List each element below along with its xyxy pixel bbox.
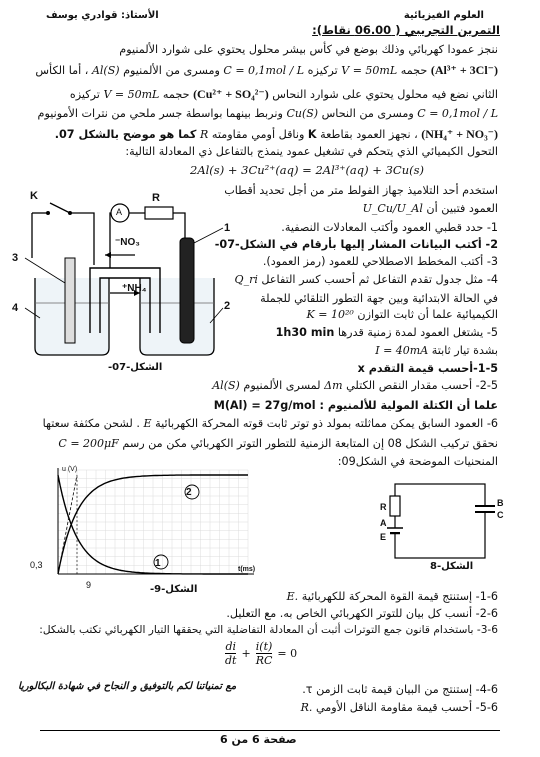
intro-l5b: K — [307, 128, 317, 141]
figure-07-label-2: 2 — [224, 300, 231, 312]
q4c-text: الكيميائية علما أن ثابت التوازن — [357, 308, 498, 321]
frac-i-rc — [256, 640, 273, 667]
intro-l5a: ، نجهز العمود بقاطعة — [320, 128, 418, 141]
question-5-1: 1-5-أحسب قيمة التقدم x — [357, 362, 498, 375]
p6-l1a: 6- العمود السابق يمكن مماثلته بمولد ذو توتر ثابت قوته المحركة الكهربائية — [155, 417, 498, 430]
q61-e: E. — [286, 590, 299, 603]
figure-09-curve-2-label: 2 — [186, 487, 192, 498]
intro-l3b: حجمه — [162, 88, 190, 101]
figure-08-b-label: B — [497, 498, 504, 508]
intro-l2a: حجمه — [400, 64, 428, 77]
figure-09-caption: الشكل-9- — [150, 584, 198, 595]
figure-09-curve-1-label: 1 — [155, 558, 161, 569]
c-value: C = 200μF — [58, 437, 119, 450]
q4a-text: 4- مثل جدول تقدم التفاعل ثم أحسب كسر التفاعل — [261, 273, 498, 286]
figure-07-ammeter-label: A — [116, 207, 123, 217]
v2: V = 50mL — [103, 88, 160, 101]
figure-09-x-tick: 9 — [86, 580, 92, 590]
frac-di-dt — [225, 640, 236, 667]
c1-formula: (Al³⁺ + 3Cl⁻) — [430, 63, 498, 77]
page-number: صفحة 6 من 6 — [220, 733, 297, 746]
question-6-4: 4-6- إستنتج من البيان قيمة ثابت الزمن τ. — [302, 683, 498, 696]
molar-value: M(Al) = 27g/mol — [213, 399, 316, 412]
figure-08-e-label: E — [380, 532, 387, 542]
intro-l5d: R — [199, 128, 209, 141]
figure-08-r-label: R — [380, 502, 387, 512]
intro-line-5 — [55, 126, 498, 143]
figure-07-cell-diagram — [10, 183, 240, 375]
footer-divider — [40, 730, 500, 731]
i-value: I = 40mA — [375, 344, 429, 357]
intro-l4b: ونربط بينهما بواسطة جسر ملحي من نترات الأمونيوم — [37, 107, 283, 120]
intro-line-2 — [35, 62, 498, 79]
q5b-text: بشدة تيار ثابتة — [431, 344, 498, 357]
intro-l5c: وناقل أومي مقاومته — [211, 128, 305, 141]
intro-line-3 — [70, 86, 498, 103]
differential-equation — [225, 640, 297, 667]
dm: Δm — [324, 379, 343, 392]
question-5a — [276, 325, 498, 340]
question-6-1 — [287, 589, 498, 605]
question-6-5 — [301, 700, 498, 716]
c3-formula: (NH₄⁺ + NO₃⁻) — [421, 127, 498, 141]
frac-num-1: di — [225, 640, 237, 653]
intro-line-6: التحول الكيميائي الذي يتحكم في تشغيل عمود ينمذج بالتفاعل ذي المعادلة التالية: — [125, 145, 498, 158]
figure-07-label-4: 4 — [12, 302, 19, 314]
molar-note — [214, 398, 498, 413]
q52b-text: لمسرى الألمنيوم — [243, 379, 321, 392]
q61-text: 1-6- إستنتج قيمة القوة المحركة للكهربائية — [301, 590, 498, 603]
footer-wish: مع تمنياتنا لكم بالتوفيق و النجاح في شهادة البكالوريا — [18, 681, 237, 692]
frac-num-2: i(t) — [255, 640, 273, 653]
al-s-2: Al(S) — [212, 379, 240, 392]
intro-l3a: الثاني نضع فيه محلول يحتوي على شوارد النحاس — [272, 88, 498, 101]
molar-note-text: علما أن الكتلة المولية للألمنيوم : — [319, 399, 498, 412]
intro-l4a: ومسرى من النحاس — [321, 107, 414, 120]
conc2: C = 0,1mol / L — [417, 107, 498, 120]
q5a-text: 5- يشتغل العمود لمدة زمنية قدرها — [337, 326, 498, 339]
figure-07-r-label: R — [152, 192, 160, 204]
part6-line-1 — [43, 416, 498, 432]
p6-e: E — [143, 417, 152, 430]
frac-den-2: RC — [255, 654, 273, 667]
part6-line-2 — [58, 436, 498, 452]
q-ri: Q_ri — [234, 273, 258, 286]
figure-08-circuit — [375, 476, 505, 566]
exercise-title: التمرين التجريبي ( 06.00 نقاط): — [312, 23, 500, 37]
q65-r: R. — [300, 701, 313, 714]
mid-line-1: استخدم أحد التلاميذ جهاز الفولط متر من أجل تحديد أقطاب — [224, 184, 498, 197]
question-4c — [307, 307, 498, 323]
figure-07-label-1: 1 — [224, 222, 231, 234]
part6-line-3: المنحنيات الموضحة في الشكل09: — [337, 455, 498, 468]
k-value: K = 10²⁰ — [306, 308, 354, 321]
conc1: C = 0,1mol / L — [223, 64, 305, 77]
question-5-2 — [212, 378, 498, 394]
figure-09-x-axis-label: t(ms) — [238, 566, 256, 573]
question-6-3: 3-6- باستخدام قانون جمع التوترات أثبت أن المعادلة التفاضلية التي يحققها التيار الكهربائي تكتب بالشكل: — [39, 624, 498, 636]
teacher-label: الأستاذ: قوادري يوسف — [46, 10, 159, 21]
figure-07-nh4-label: NH₄⁺ — [122, 283, 147, 294]
cu-s: Cu(S) — [286, 107, 319, 120]
intro-line-4 — [38, 106, 498, 122]
question-5b — [375, 343, 498, 359]
question-6-2: 2-6- أنسب كل بيان للتوتر الكهربائي الخاص به. مع التعليل. — [226, 607, 498, 620]
intro-l2d: ، أما الكأس — [35, 64, 89, 77]
frac-den-1: dt — [225, 654, 237, 667]
intro-l2c: ومسرى من الألمنيوم — [123, 64, 220, 77]
reaction-equation: 2Al(s) + 3Cu²⁺(aq) = 2Al³⁺(aq) + 3Cu(s) — [190, 163, 424, 177]
al-s: Al(S) — [91, 64, 120, 77]
q52a-text: 2-5- أحسب مقدار النقص الكتلي — [346, 379, 498, 392]
figure-07-caption: الشكل-07- — [108, 362, 163, 373]
figure-09-y-tick: 0,3 — [30, 560, 43, 570]
figure-08-caption: الشكل-8 — [430, 561, 474, 572]
figure-07-k-label: K — [30, 190, 38, 202]
q5-time: 1h30 min — [275, 326, 335, 339]
subject-label: العلوم الفيزيائية — [403, 10, 484, 21]
question-2: 2- أكتب البيانات المشار إليها بأرقام في الشكل-07- — [214, 238, 498, 251]
p6-l2a: نحقق تركيب الشكل 08 إن المتابعة الزمنية للتطور التوتر الكهربائي مكن من رسم — [122, 437, 498, 450]
u-cu-al: U_Cu/U_Al — [362, 202, 423, 215]
question-4a — [235, 272, 498, 288]
figure-07-label-3: 3 — [12, 252, 19, 264]
figure-08-c-label: C — [497, 510, 504, 520]
equals-zero: = 0 — [277, 647, 298, 660]
mid-l2: العمود فتبين أن — [426, 202, 498, 215]
figure-08-a-label: A — [380, 518, 387, 528]
figure-07-no3-label: NO₃⁻ — [115, 237, 140, 248]
p6-l1b: . لشحن مكثفة سعتها — [42, 417, 140, 430]
question-3: 3- أكتب المخطط الاصطلاحي للعمود (رمز العمود). — [262, 255, 498, 268]
intro-l5e: كما هو موضح بالشكل 07. — [54, 128, 197, 141]
c2-formula: (Cu²⁺ + SO₄²⁻) — [193, 87, 269, 101]
question-4b: في الحالة الابتدائية وبين جهة التطور التلقائي للجملة — [260, 292, 498, 305]
mid-line-2 — [363, 201, 498, 217]
q65-text: 5-6- أحسب قيمة مقاومة الناقل الأومي — [315, 701, 498, 714]
v1: V = 50mL — [341, 64, 398, 77]
figure-09-y-axis-label: u (V) — [62, 466, 78, 473]
intro-l3c: تركيزه — [69, 88, 100, 101]
figure-09-chart — [30, 466, 270, 594]
question-1: 1- حدد قطبي العمود وأكتب المعادلات النصفية. — [281, 221, 498, 234]
intro-l2b: تركيزه — [307, 64, 338, 77]
plus-sign: + — [241, 647, 251, 660]
intro-line-1: ننجز عمودا كهربائي وذلك بوضع في كأس بيشر محلول يحتوي على شوارد الألمنيوم — [119, 43, 498, 56]
